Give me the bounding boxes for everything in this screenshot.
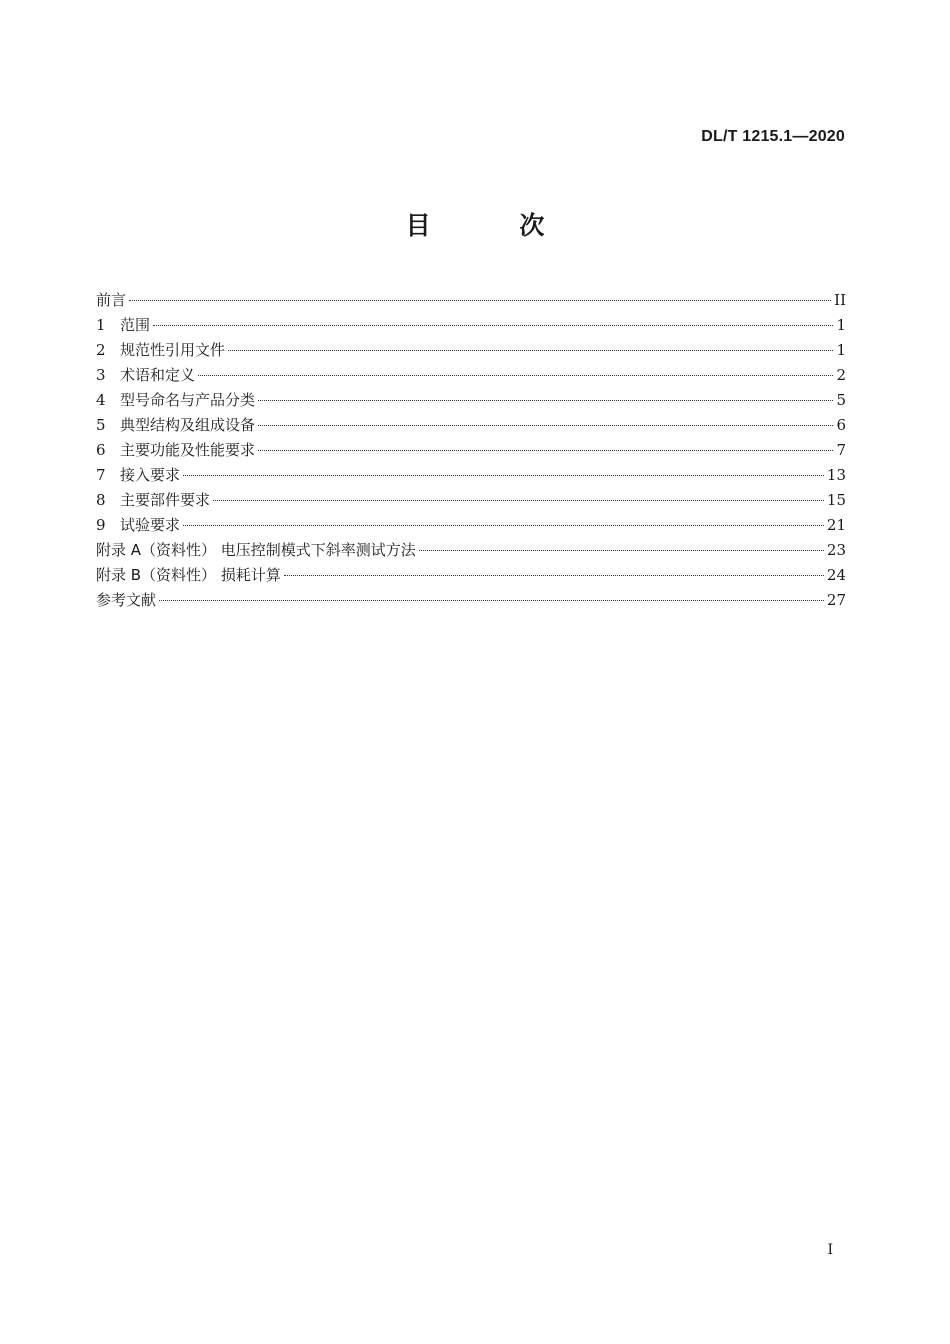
toc-entry-label: 附录 B（资料性） 损耗计算 xyxy=(96,566,281,584)
standard-number: DL/T 1215.1—2020 xyxy=(701,128,845,145)
table-of-contents xyxy=(96,288,846,613)
toc-entry-page: 21 xyxy=(826,516,846,534)
toc-entry-number: 8 xyxy=(96,491,106,509)
toc-entry-page: 7 xyxy=(836,441,846,459)
toc-entry-page: 23 xyxy=(826,541,846,559)
toc-entry-page: 27 xyxy=(826,591,846,609)
toc-entry-2[interactable] xyxy=(96,338,846,363)
toc-entry-number: 5 xyxy=(96,416,106,434)
toc-leader-dots xyxy=(284,575,824,576)
toc-leader-dots xyxy=(198,375,833,376)
toc-entry-page: 1 xyxy=(836,341,846,359)
toc-entry-9[interactable] xyxy=(96,513,846,538)
toc-entry-label: 典型结构及组成设备 xyxy=(120,416,256,434)
page-title: 目 次 xyxy=(405,211,585,240)
toc-entry-label: 术语和定义 xyxy=(120,366,196,384)
toc-entry-5[interactable] xyxy=(96,413,846,438)
toc-entry-number: 3 xyxy=(96,366,106,384)
toc-entry-number: 2 xyxy=(96,341,106,359)
toc-entry-preface[interactable] xyxy=(96,288,846,313)
toc-entry-page: 13 xyxy=(826,466,846,484)
toc-entry-8[interactable] xyxy=(96,488,846,513)
toc-entry-number: 4 xyxy=(96,391,106,409)
toc-entry-number: 1 xyxy=(96,316,106,334)
toc-entry-page: 5 xyxy=(836,391,846,409)
toc-leader-dots xyxy=(183,525,824,526)
toc-entry-1[interactable] xyxy=(96,313,846,338)
toc-entry-label: 附录 A（资料性） 电压控制模式下斜率测试方法 xyxy=(96,541,416,559)
toc-entry-page: 1 xyxy=(836,316,846,334)
toc-entry-label: 参考文献 xyxy=(96,591,157,609)
toc-entry-references[interactable] xyxy=(96,588,846,613)
toc-entry-page: II xyxy=(834,291,846,309)
toc-entry-page: 15 xyxy=(826,491,846,509)
toc-entry-label: 前言 xyxy=(96,291,127,309)
toc-entry-number: 6 xyxy=(96,441,106,459)
toc-leader-dots xyxy=(419,550,824,551)
toc-leader-dots xyxy=(258,450,833,451)
toc-leader-dots xyxy=(258,400,833,401)
toc-entry-label: 主要部件要求 xyxy=(120,491,211,509)
toc-entry-4[interactable] xyxy=(96,388,846,413)
toc-entry-number: 7 xyxy=(96,466,106,484)
toc-entry-label: 接入要求 xyxy=(120,466,181,484)
toc-leader-dots xyxy=(183,475,824,476)
toc-entry-7[interactable] xyxy=(96,463,846,488)
toc-leader-dots xyxy=(129,300,831,301)
toc-entry-page: 24 xyxy=(826,566,846,584)
toc-entry-label: 范围 xyxy=(120,316,151,334)
toc-entry-label: 规范性引用文件 xyxy=(120,341,226,359)
toc-entry-3[interactable] xyxy=(96,363,846,388)
toc-entry-6[interactable] xyxy=(96,438,846,463)
toc-entry-label: 主要功能及性能要求 xyxy=(120,441,256,459)
toc-leader-dots xyxy=(153,325,833,326)
toc-leader-dots xyxy=(159,600,824,601)
toc-entry-appendix-b[interactable] xyxy=(96,563,846,588)
toc-leader-dots xyxy=(228,350,833,351)
toc-leader-dots xyxy=(213,500,824,501)
toc-leader-dots xyxy=(258,425,833,426)
toc-entry-page: 2 xyxy=(836,366,846,384)
page-number: I xyxy=(827,1242,833,1258)
toc-entry-number: 9 xyxy=(96,516,106,534)
toc-entry-page: 6 xyxy=(836,416,846,434)
toc-entry-label: 试验要求 xyxy=(120,516,181,534)
toc-entry-appendix-a[interactable] xyxy=(96,538,846,563)
toc-entry-label: 型号命名与产品分类 xyxy=(120,391,256,409)
